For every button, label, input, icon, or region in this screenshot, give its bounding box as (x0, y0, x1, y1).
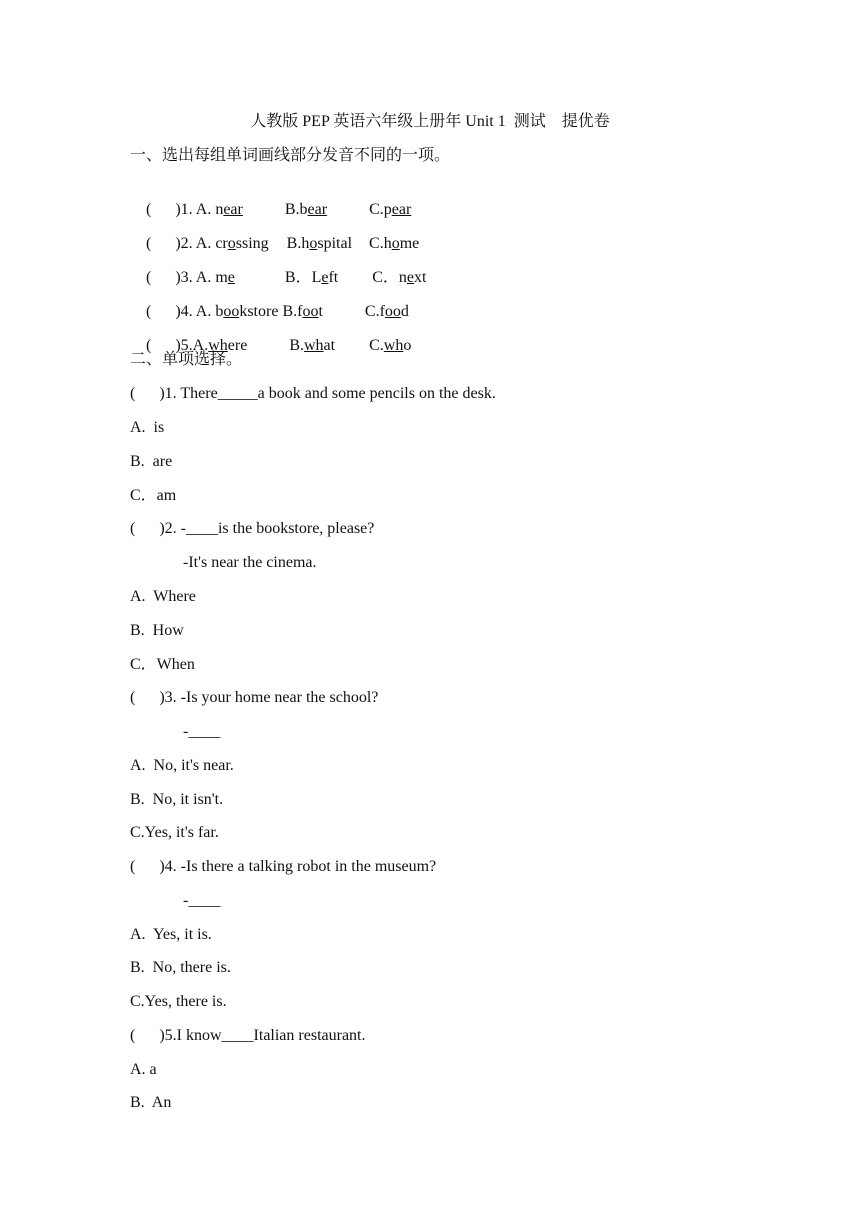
s2-q1-option-a: A. is (130, 419, 165, 436)
s2-question-5: ( )5.I know____Italian restaurant. (130, 1027, 366, 1044)
s2-q2-reply: -It's near the cinema. (183, 554, 317, 571)
s2-q4-option-b: B. No, there is. (130, 959, 231, 976)
s2-q1-option-c: C．am (130, 487, 177, 504)
s1-question-2: ( )2. A. crossing B.hospital C.home (146, 235, 420, 252)
s1-question-3: ( )3. A. me B．Left C．next (146, 269, 427, 286)
document-title: 人教版 PEP 英语六年级上册年 Unit 1 测试 提优卷 (250, 113, 610, 130)
s1-question-1: ( )1. A. near B.bear C.pear (146, 201, 412, 218)
s2-q3-option-a: A. No, it's near. (130, 757, 234, 774)
s2-q3-reply: -____ (183, 723, 221, 740)
s1-question-4: ( )4. A. bookstore B.foot C.food (146, 303, 409, 320)
s2-question-3: ( )3. -Is your home near the school? (130, 689, 379, 706)
s2-q2-option-b: B. How (130, 622, 184, 639)
s2-q3-option-c: C.Yes, it's far. (130, 824, 219, 841)
s2-q2-option-a: A. Where (130, 588, 196, 605)
s2-question-1: ( )1. There_____a book and some pencils on the desk. (130, 385, 496, 402)
section2-heading: 二、单项选择。 (130, 351, 243, 368)
s2-q2-option-c: C．When (130, 656, 195, 673)
s2-q1-option-b: B. are (130, 453, 173, 470)
s2-q4-option-c: C.Yes, there is. (130, 993, 227, 1010)
s2-q5-option-a: A. a (130, 1061, 157, 1078)
s2-q4-reply: -____ (183, 892, 221, 909)
s2-q5-option-b: B. An (130, 1094, 172, 1111)
s2-q3-option-b: B. No, it isn't. (130, 791, 224, 808)
section1-heading: 一、选出每组单词画线部分发音不同的一项。 (130, 147, 451, 164)
s2-question-2: ( )2. -____is the bookstore, please? (130, 520, 375, 537)
s2-question-4: ( )4. -Is there a talking robot in the museum? (130, 858, 437, 875)
s1-question-5: ( )5.A.where B.what C.who (146, 337, 412, 354)
s2-q4-option-a: A. Yes, it is. (130, 926, 212, 943)
